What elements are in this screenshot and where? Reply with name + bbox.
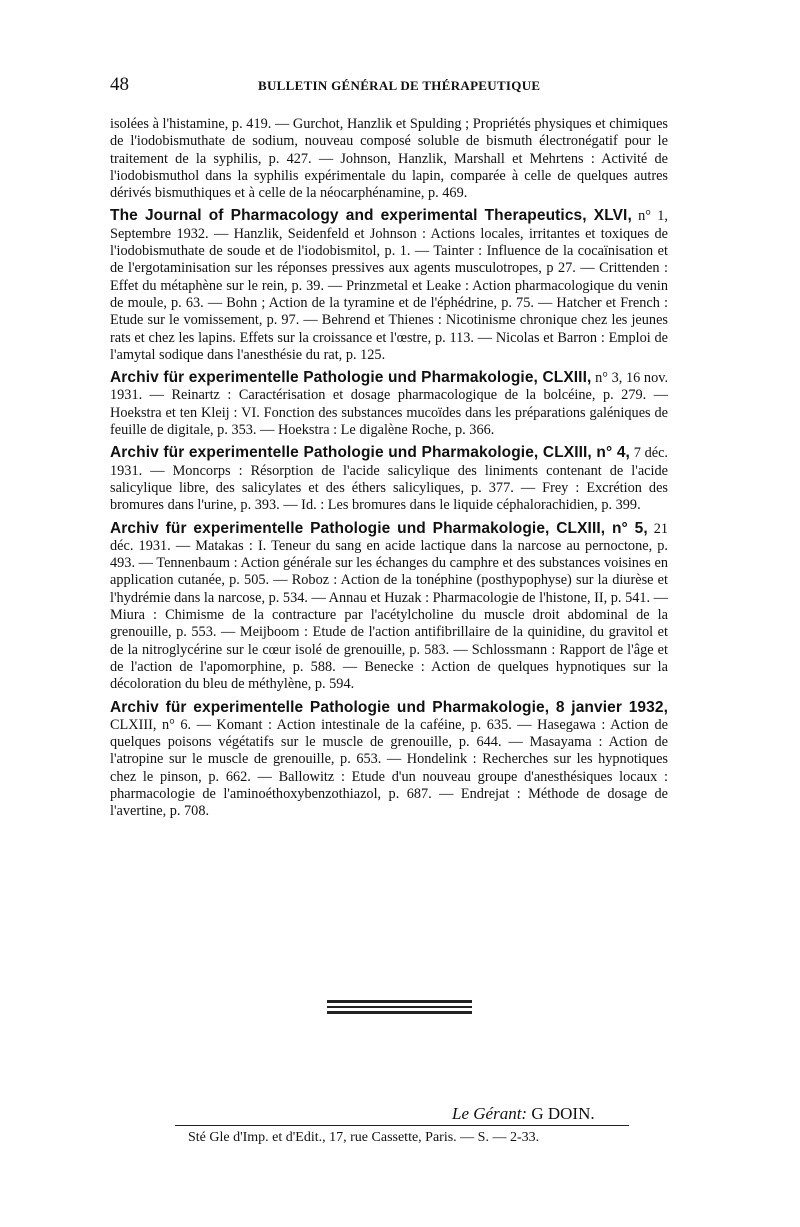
publisher-signature — [452, 1104, 595, 1124]
journal-entry-archiv-5 — [110, 520, 668, 694]
printer-imprint: Sté Gle d'Imp. et d'Edit., 17, rue Cassette, Paris. — S. — 2-33. — [188, 1130, 540, 1145]
journal-title: The Journal of Pharmacology and experimental Therapeutics, XLVI, — [110, 207, 632, 225]
journal-entry-archiv-6 — [110, 699, 668, 821]
section-divider — [327, 1000, 472, 1017]
signature-label: Le Gérant: — [452, 1104, 528, 1123]
page-number: 48 — [110, 74, 129, 95]
paragraph-text: 7 déc. 1931. — Moncorps : Résorption de l'acide salicylique des liniments contenant de l'acide salicylique libre, des salicylates et des éthers salicyliques, p. 377. — Frey : Excrétion des bromures dans l'urine, p. 393. — Id. : Les bromures dans le liquide céphalorachidien, p. 399. — [110, 445, 668, 514]
page-header — [110, 74, 670, 98]
body-text — [110, 116, 668, 826]
journal-title: Archiv für experimentelle Pathologie und Pharmakologie, CLXIII, — [110, 369, 592, 387]
paragraph-continuation — [110, 116, 668, 202]
paragraph-text: n° 1, Septembre 1932. — Hanzlik, Seidenfeld et Johnson : Actions locales, irritantes et toxiques de l'iodobismuthate de soude et de l'iodobismitol, p. 1. — Tainter : Influence de la cocaïnisation et de l'ergotaminisation sur les réponses pressives aux agents musculotropes, p 27. — Crittenden : Effet du métaphène sur le rein, p. 39. — Prinzmetal et Leake : Action pharmacologique du venin de moule, p. 63. — Bohn ; Action de la tyramine et de l'éphédrine, p. 75. — Hatcher et French : Etude sur le vomissement, p. 97. — Behrend et Thienes : Nicotinisme chronique chez les jeunes rats et chez les lapins. Effets sur la croissance et l'œstre, p. 113. — Nicolas et Barron : Emploi de l'amytal sodique dans l'anesthésie du rat, p. 125. — [110, 208, 668, 363]
journal-title: Archiv für experimentelle Pathologie und Pharmakologie, CLXIII, n° 5, — [110, 519, 648, 537]
paragraph-text: n° 3, 16 nov. 1931. — Reinartz : Caractérisation et dosage pharmacologique de la bolcéine, p. 279. — Hoekstra et ten Kleij : VI. Fonction des substances mucoïdes dans les préparations galéniques de feuille de digitale, p. 353. — Hoekstra : Le digalène Roche, p. 366. — [110, 370, 669, 439]
paragraph-text: isolées à l'histamine, p. 419. — Gurchot, Hanzlik et Spulding ; Propriétés physiques et chimiques de l'iodobismuthate de sodium, nouveau composé soluble de bismuth électronégatif pour le traitement de la syphilis, p. 427. — Johnson, Hanzlik, Marshall et Mehrtens : Activité de l'iodobismuthol dans la syphilis expérimentale du lapin, comparée à celle de quelques autres dérivés bismuthiques et à celle de la néocarphénamine, p. 469. — [110, 116, 668, 202]
divider-rule — [327, 1006, 472, 1008]
journal-entry-archiv-4 — [110, 444, 668, 514]
journal-entry-archiv-3 — [110, 369, 668, 439]
divider-rule — [327, 1000, 472, 1003]
signature-name: G DOIN. — [531, 1104, 595, 1123]
paragraph-text: CLXIII, n° 6. — Komant : Action intestinale de la caféine, p. 635. — Hasegawa : Action de quelques poisons végétatifs sur le muscle de grenouille, p. 644. — Masayama : Action de l'atropine sur le muscle de grenouille, p. 653. — Hondelink : Recherches sur les hypnotiques chez le pinson, p. 662. — Ballowitz : Etude d'un nouveau groupe d'anesthésiques locaux : pharmacologie de l'aminoéthoxybenzothiazol, p. 687. — Endrejat : Méthode de dosage de l'avertine, p. 708. — [110, 716, 668, 820]
journal-title: Archiv für experimentelle Pathologie und Pharmakologie, CLXIII, n° 4, — [110, 444, 630, 462]
journal-title: Archiv für experimentelle Pathologie und Pharmakologie, 8 janvier 1932, — [110, 698, 668, 716]
paragraph-text: 21 déc. 1931. — Matakas : I. Teneur du sang en acide lactique dans la narcose au pernoctone, p. 493. — Tennenbaum : Action générale sur les échanges du camphre et des substances voisines en application cutanée, p. 505. — Roboz : Action de la tonéphine (posthypophyse) sur la diurèse et l'hydrémie dans la narcose, p. 534. — Annau et Huzak : Pharmacologie de l'histone, II, p. 541. — Miura : Chimisme de la contracture par l'acétylcholine du muscle droit abdominal de la grenouille, p. 553. — Meijboom : Etude de l'action antifibrillaire de la quinidine, du gravitol et de la nitroglycérine sur le cœur isolé de grenouille, p. 583. — Schlossmann : Rapport de l'âge et de l'action de l'apomorphine, p. 588. — Benecke : Action de quelques hypnotiques sur la décoloration du bleu de méthylène, p. 594. — [110, 520, 669, 693]
journal-entry-pharmacology — [110, 207, 668, 364]
footer-rule — [175, 1125, 629, 1126]
divider-rule — [327, 1011, 472, 1014]
running-title: BULLETIN GÉNÉRAL DE THÉRAPEUTIQUE — [258, 78, 541, 93]
